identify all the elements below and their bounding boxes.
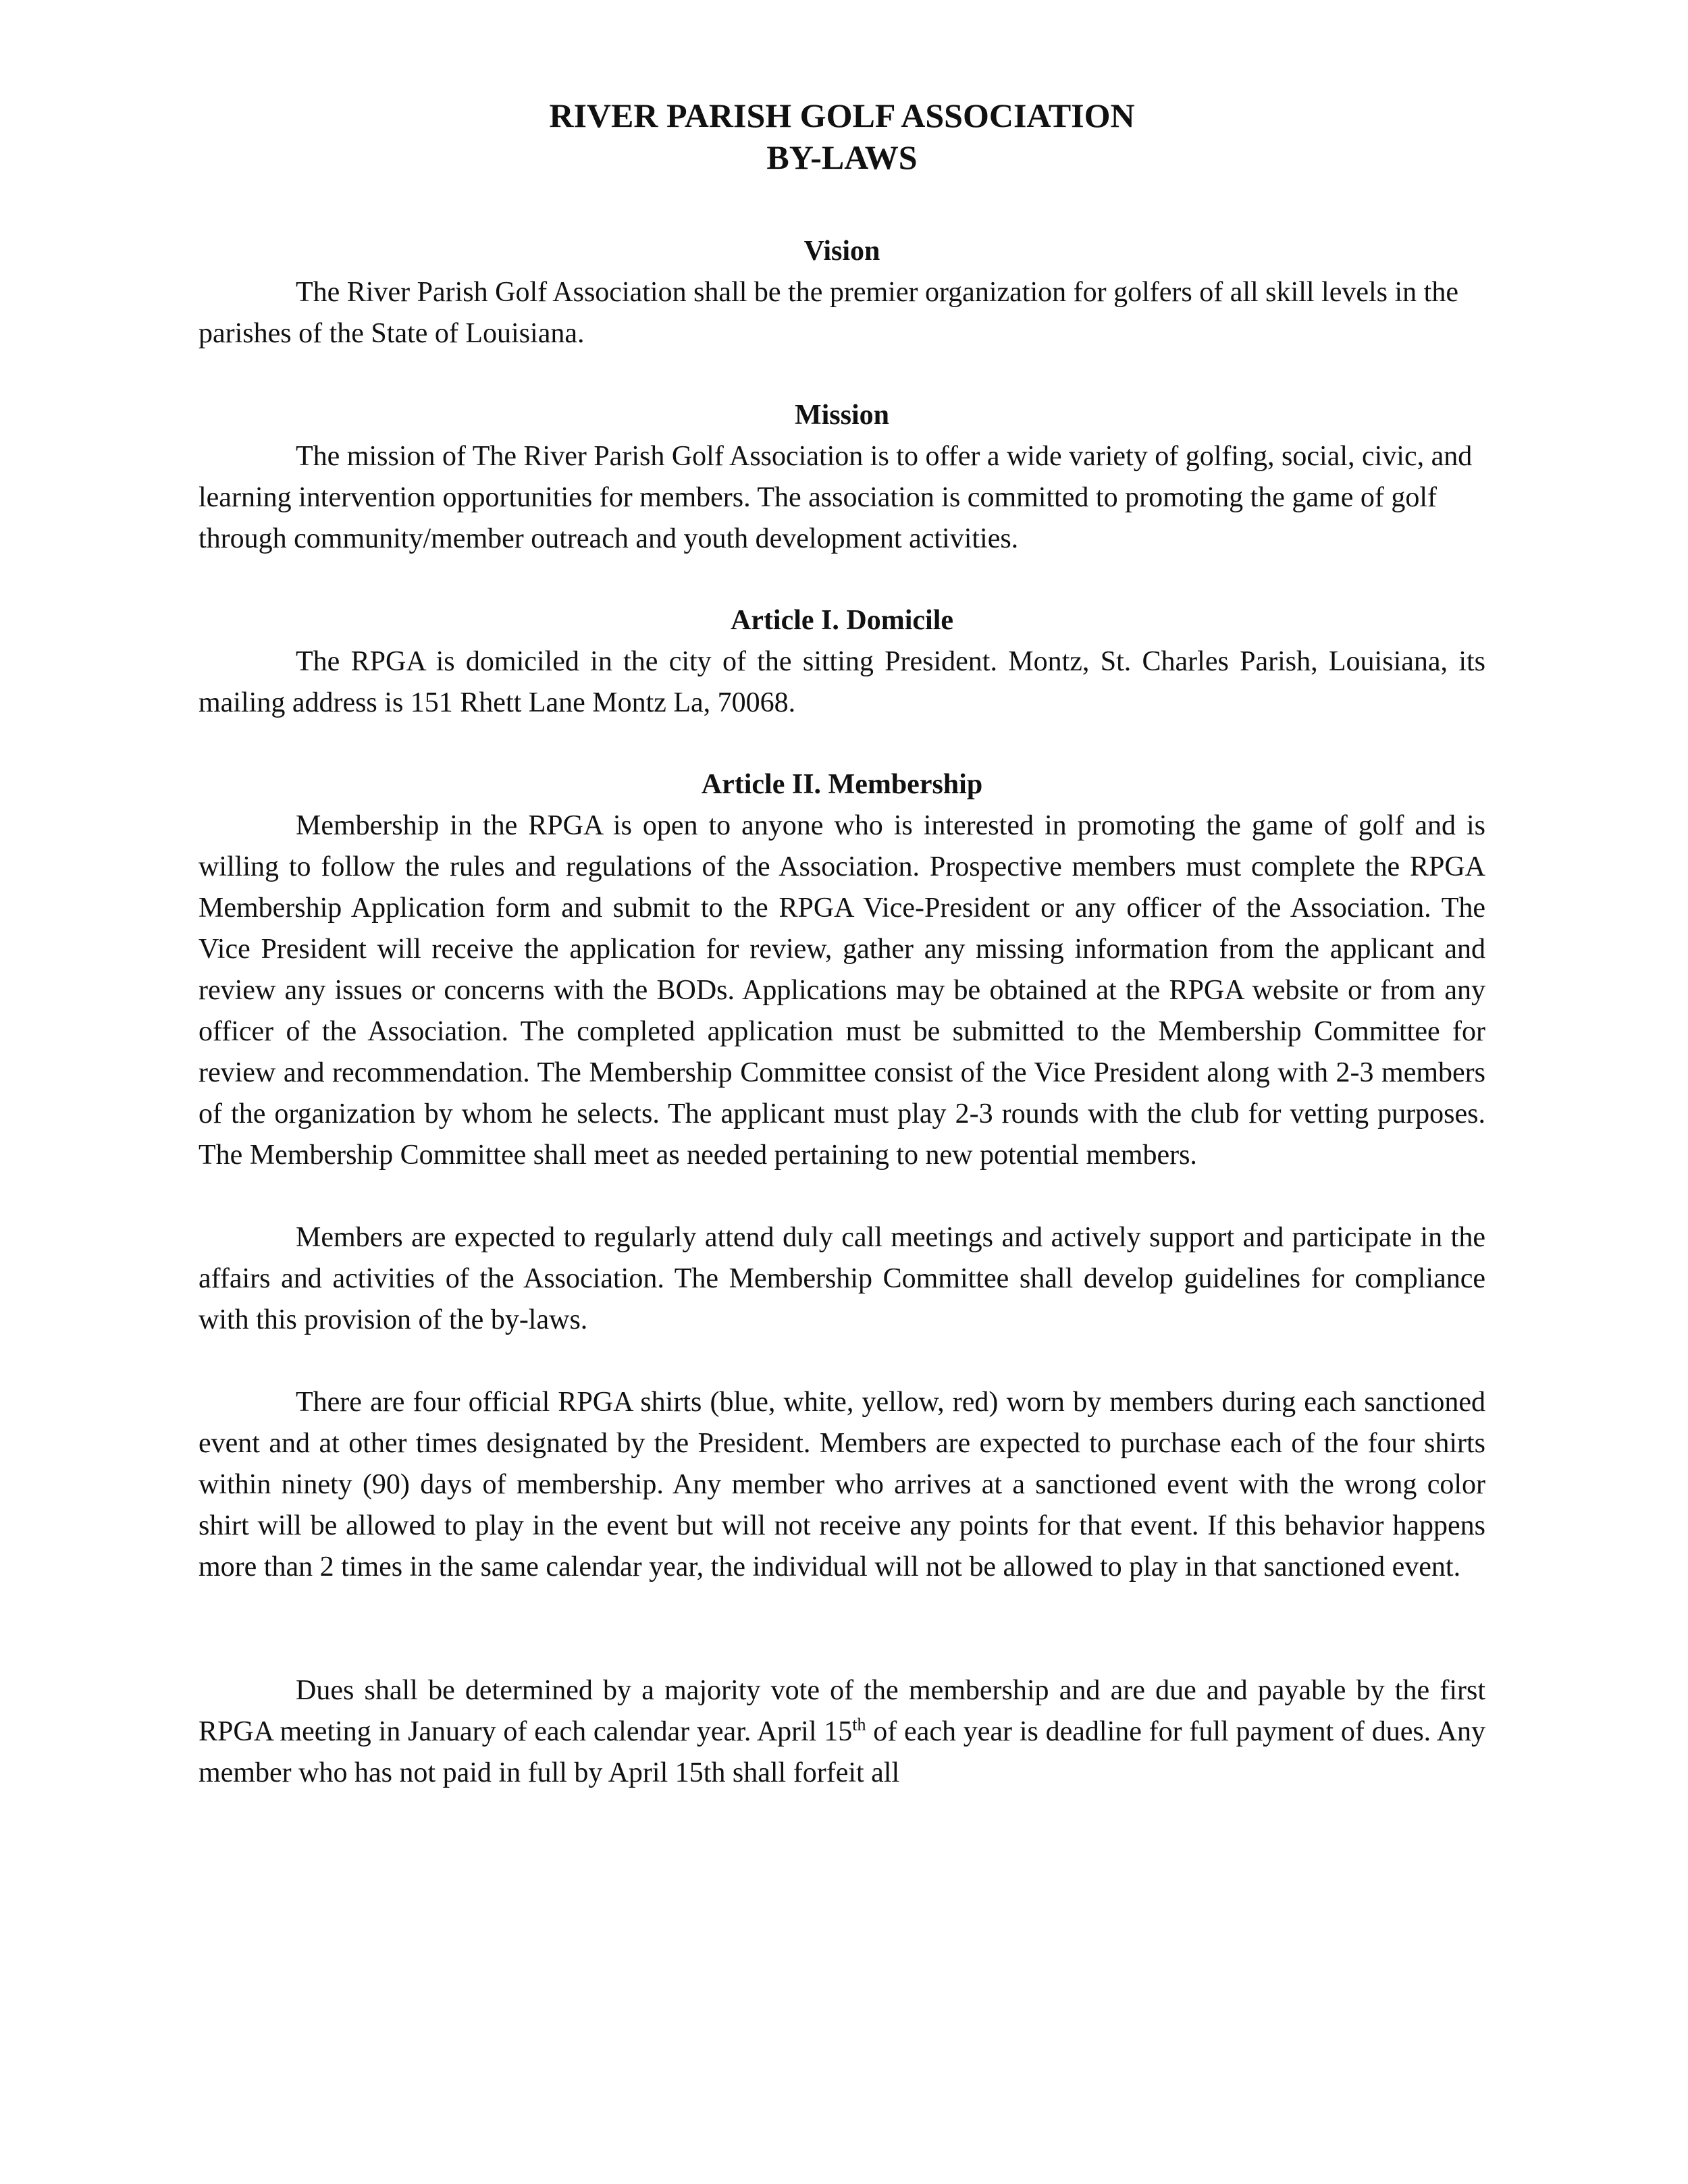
- article-2-section: [199, 764, 1485, 1794]
- dues-paragraph: [199, 1670, 1485, 1794]
- vision-section: [199, 231, 1485, 354]
- ordinal-suffix: th: [852, 1715, 866, 1734]
- document-body: [199, 95, 1485, 1794]
- document-title: [199, 95, 1485, 178]
- mission-section: [199, 395, 1485, 560]
- title-line-2: BY-LAWS: [766, 138, 918, 176]
- article-1-heading: Article I. Domicile: [730, 605, 954, 636]
- article-1-text: The RPGA is domiciled in the city of the sitting President. Montz, St. Charles Parish, Louisiana, its mailing address is 151 Rhett Lane Montz La, 70068.: [199, 646, 1485, 718]
- dues-text-start: Dues shall be determined by a majority vote of the membership and are due and payable by the first RPGA meeting in January of each calendar year. April 15: [199, 1675, 1485, 1747]
- mission-heading: Mission: [794, 400, 890, 431]
- official-shirts-paragraph: There are four official RPGA shirts (blue, white, yellow, red) worn by members during each sanctioned event and at other times designated by the President. Members are expected to purchase each of the four shirts within ninety (90) days of membership. Any member who arrives at a sanctioned event with the wrong color shirt will be allowed to play in the event but will not receive any points for that event. If this behavior happens more than 2 times in the same calendar year, the individual will not be allowed to play in that sanctioned event.: [199, 1387, 1485, 1582]
- mission-text: The mission of The River Parish Golf Association is to offer a wide variety of golfing, social, civic, and learning intervention opportunities for members. The association is committed to promoting the game of golf through community/member outreach and youth development activities.: [199, 441, 1473, 554]
- vision-text: The River Parish Golf Association shall be the premier organization for golfers of all skill levels in the parishes of the State of Louisiana.: [199, 277, 1458, 349]
- membership-paragraph: Membership in the RPGA is open to anyone who is interested in promoting the game of golf and is willing to follow the rules and regulations of the Association. Prospective members must complete the RPGA Membership Application form and submit to the RPGA Vice-President or any officer of the Association. The Vice President will receive the application for review, gather any missing information from the applicant and review any issues or concerns with the BODs. Applications may be obtained at the RPGA website or from any officer of the Association. The completed application must be submitted to the Membership Committee for review and recommendation. The Membership Committee consist of the Vice President along with 2-3 members of the organization by whom he selects. The applicant must play 2-3 rounds with the club for vetting purposes. The Membership Committee shall meet as needed pertaining to new potential members.: [199, 810, 1485, 1171]
- article-2-heading: Article II. Membership: [701, 769, 983, 800]
- member-expectations-paragraph: Members are expected to regularly attend duly call meetings and actively support and participate in the affairs and activities of the Association. The Membership Committee shall develop guidelines for compliance with this provision of the by-laws.: [199, 1222, 1485, 1335]
- article-1-section: [199, 600, 1485, 724]
- title-line-1: RIVER PARISH GOLF ASSOCIATION: [549, 97, 1135, 134]
- dues-text-end: of each year is deadline for full payment of dues. Any member who has not paid in full by April 15th shall forfeit all: [199, 1716, 1485, 1788]
- vision-heading: Vision: [803, 236, 880, 267]
